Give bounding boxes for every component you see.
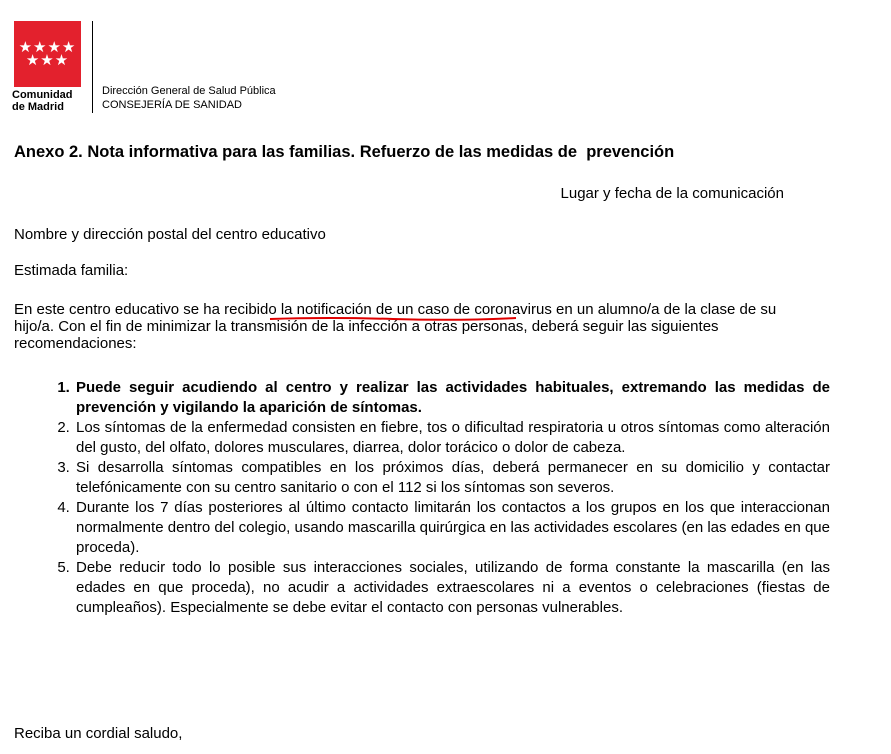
- red-underline-annotation: [268, 316, 518, 322]
- greeting: Estimada familia:: [14, 262, 129, 279]
- document-title: Anexo 2. Nota informativa para las familias. Refuerzo de las medidas de prevención: [14, 143, 675, 161]
- intro-paragraph: [14, 301, 784, 352]
- intro-highlight: bido la notificación de un caso: [248, 301, 450, 318]
- intro-before: En este centro educativo se ha reci: [14, 301, 249, 318]
- dept-line1: Dirección General de Salud Pública: [102, 85, 276, 97]
- header-divider: [92, 21, 93, 113]
- closing: Reciba un cordial saludo,: [14, 725, 183, 742]
- logo-text: [12, 89, 73, 113]
- place-date: Lugar y fecha de la comunicación: [560, 185, 784, 202]
- logo-name-line1: Comunidad: [12, 89, 73, 101]
- intro-after: de coronavirus en un alumno/a de la clase de su hijo/a. Con el fin de minimizar la transmisión de la infección a otras personas, deberá seguir las siguientes recomendaciones:: [14, 301, 777, 352]
- recommendations-list: [30, 378, 830, 618]
- madrid-logo: [14, 21, 81, 87]
- dept-line2: CONSEJERÍA DE SANIDAD: [102, 99, 242, 111]
- recommendation-item: 3. Si desarrolla síntomas compatibles en los próximos días, deberá permanecer en su domicilio y contactar telefónicamente con su centro sanitario o con el 112 si los síntomas son severos.: [74, 458, 830, 498]
- star-icons: ★★★★ ★★★: [18, 39, 77, 69]
- department: [102, 84, 276, 112]
- school-line: Nombre y dirección postal del centro educativo: [14, 226, 326, 243]
- recommendation-item: 4. Durante los 7 días posteriores al último contacto limitarán los contactos a los grupos en los que interaccionan normalmente dentro del colegio, usando mascarilla quirúrgica en las actividades escolares (en las edades en que proceda).: [74, 498, 830, 558]
- logo-name-line2: de Madrid: [12, 101, 64, 113]
- recommendation-item: 5. Debe reducir todo lo posible sus interacciones sociales, utilizando de forma constante la mascarilla (en las edades en que proceda), no acudir a actividades extraescolares ni a eventos o celebraciones (fiestas de cumpleaños). Especialmente se debe evitar el contacto con personas vulnerables.: [74, 558, 830, 618]
- recommendation-item: 1. Puede seguir acudiendo al centro y realizar las actividades habituales, extremando las medidas de prevención y vigilando la aparición de síntomas.: [74, 378, 830, 418]
- recommendation-item: 2. Los síntomas de la enfermedad consisten en fiebre, tos o dificultad respiratoria u otros síntomas como alteración del gusto, del olfato, dolores musculares, diarrea, dolor torácico o dolor de cabeza.: [74, 418, 830, 458]
